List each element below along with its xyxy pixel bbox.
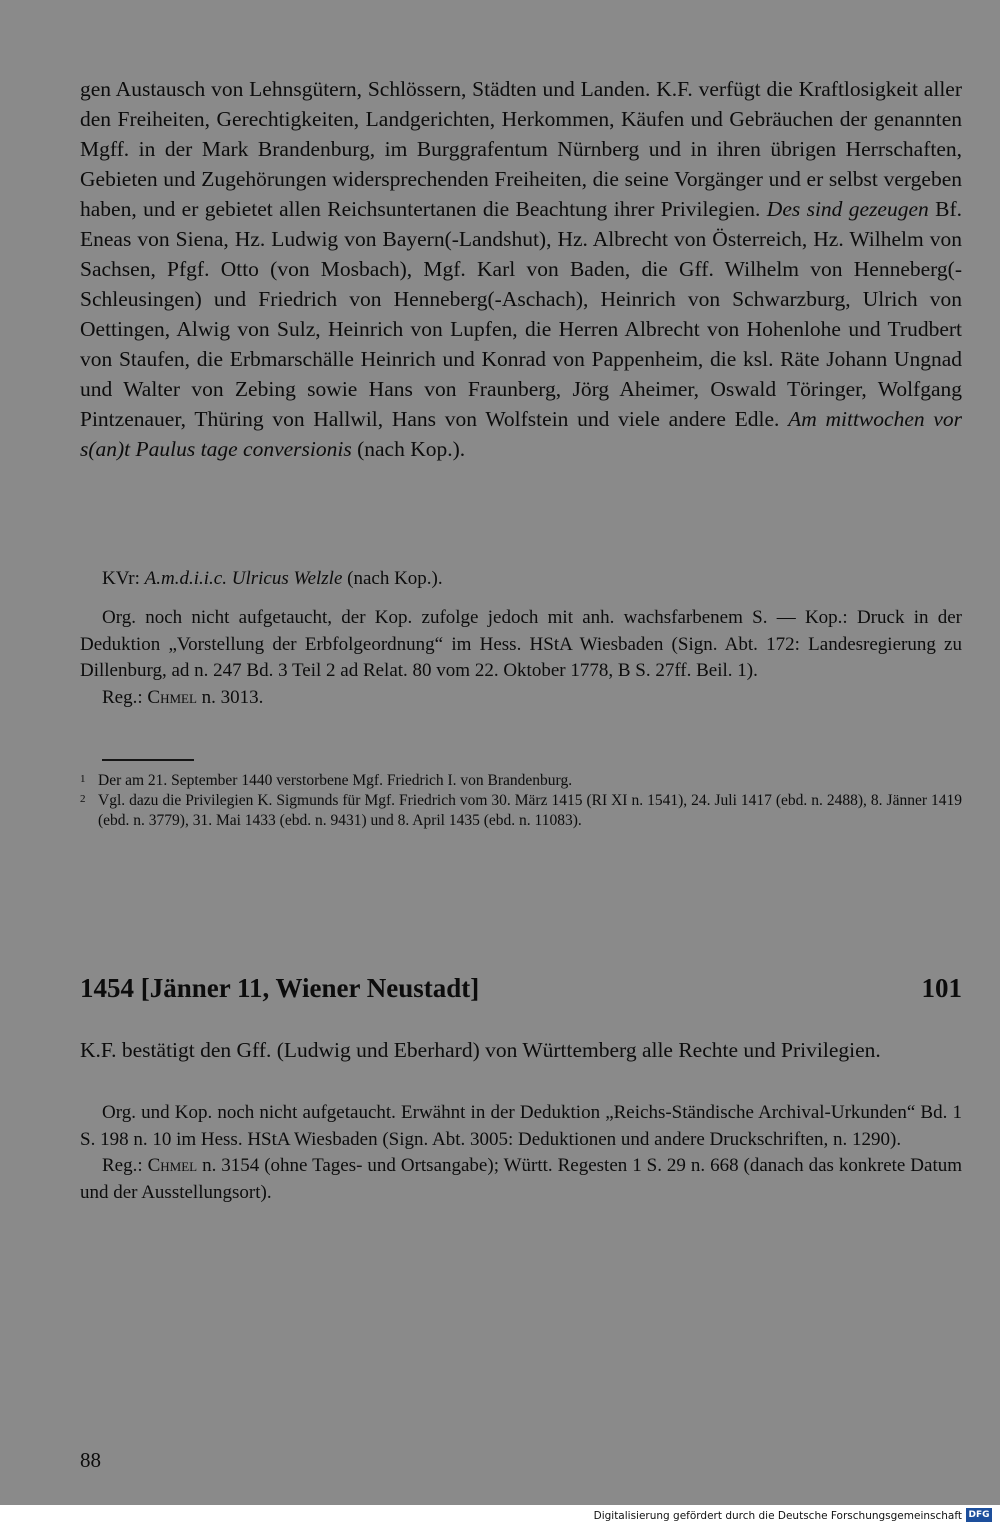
entry-original-note: Org. und Kop. noch nicht aufgetaucht. Erwähnt in der Deduktion „Reichs-Ständische Archival-Urkunden“ Bd. 1 S. 198 n. 10 im Hess. HStA Wiesbaden (Sign. Abt. 3005: Deduktionen und andere Druckschriften, n. 1290). bbox=[80, 1102, 962, 1150]
tradition-notes bbox=[80, 605, 962, 711]
kanzleivermerk: KVr: A.m.d.i.i.c. Ulricus Welzle (nach Kop.). bbox=[102, 568, 443, 589]
funding-credit: Digitalisierung gefördert durch die Deutsche Forschungsgemeinschaft bbox=[593, 1510, 962, 1522]
entry-tradition-notes bbox=[80, 1100, 962, 1206]
dfg-logo: DFG bbox=[966, 1508, 992, 1522]
footnote: 1 Der am 21. September 1440 verstorbene Mgf. Friedrich I. von Brandenburg. bbox=[80, 772, 573, 789]
entry-date-place: 1454 [Jänner 11, Wiener Neustadt] bbox=[80, 973, 480, 1003]
entry-regest-reference: Reg.: Chmel n. 3154 (ohne Tages- und Ortsangabe); Württ. Regesten 1 S. 29 n. 668 (danach das konkrete Datum und der Ausstellungsort). bbox=[80, 1155, 963, 1203]
footnotes bbox=[80, 771, 962, 831]
footnote-divider bbox=[102, 759, 194, 761]
continued-regest-text bbox=[80, 74, 962, 464]
regest-reference: Reg.: Chmel n. 3013. bbox=[102, 686, 264, 708]
entry-number: 101 bbox=[921, 973, 962, 1003]
page-number: 88 bbox=[80, 1448, 101, 1472]
footnote: 2 Vgl. dazu die Privilegien K. Sigmunds für Mgf. Friedrich vom 30. März 1415 (RI XI n. 1541), 24. Juli 1417 (ebd. n. 2488), 8. Jänner 1419 (ebd. n. 3779), 31. Mai 1433 (ebd. n. 9431) und 8. April 1435 (ebd. n. 11083). bbox=[80, 792, 962, 829]
entry-heading bbox=[80, 970, 962, 1006]
original-note: Org. noch nicht aufgetaucht, der Kop. zufolge jedoch mit anh. wachsfarbenem S. — Kop.: Druck in der Deduktion „Vorstellung der Erbfolgeordnung“ im Hess. HStA Wiesbaden (Sign. Abt. 172: Landesregierung zu Dillenburg, ad n. 247 Bd. 3 Teil 2 ad Relat. 80 vom 22. Oktober 1778, B S. 27ff. Beil. 1). bbox=[80, 607, 962, 681]
regest-paragraph: gen Austausch von Lehnsgütern, Schlössern, Städten und Landen. K.F. verfügt die Kraftlosigkeit aller den Freiheiten, Gerechtigkeiten, Landgerichten, Herkommen, Käufen und Gebräuchen der genannten Mgff. in der Mark Brandenburg, im Burggrafentum Nürnberg und in ihren übrigen Herrschaften, Gebieten und Zugehörungen widersprechenden Freiheiten, die seine Vorgänger und er selbst vergeben haben, und er gebietet allen Reichsuntertanen die Beachtung ihrer Privilegien. Des sind gezeugen Bf. Eneas von Siena, Hz. Ludwig von Bayern(-Landshut), Hz. Albrecht von Österreich, Hz. Wilhelm von Sachsen, Pfgf. Otto (von Mosbach), Mgf. Karl von Baden, die Gff. Wilhelm von Henneberg(-Schleusingen) und Friedrich von Henneberg(-Aschach), Heinrich von Schwarzburg, Ulrich von Oettingen, Alwig von Sulz, Heinrich von Lupfen, die Herren Albrecht von Hohenlohe und Trudbert von Staufen, die Erbmarschälle Heinrich und Konrad von Pappenheim, die ksl. Räte Johann Ungnad und Walter von Zebing sowie Hans von Fraunberg, Jörg Aheimer, Oswald Töringer, Wolfgang Pintzenauer, Thüring von Hallwil, Hans von Wolfstein und viele andere Edle. Am mittwochen vor s(an)t Paulus tage conversionis (nach Kop.). bbox=[80, 77, 963, 461]
entry-summary: K.F. bestätigt den Gff. (Ludwig und Eberhard) von Württemberg alle Rechte und Privilegien. bbox=[80, 1038, 881, 1062]
